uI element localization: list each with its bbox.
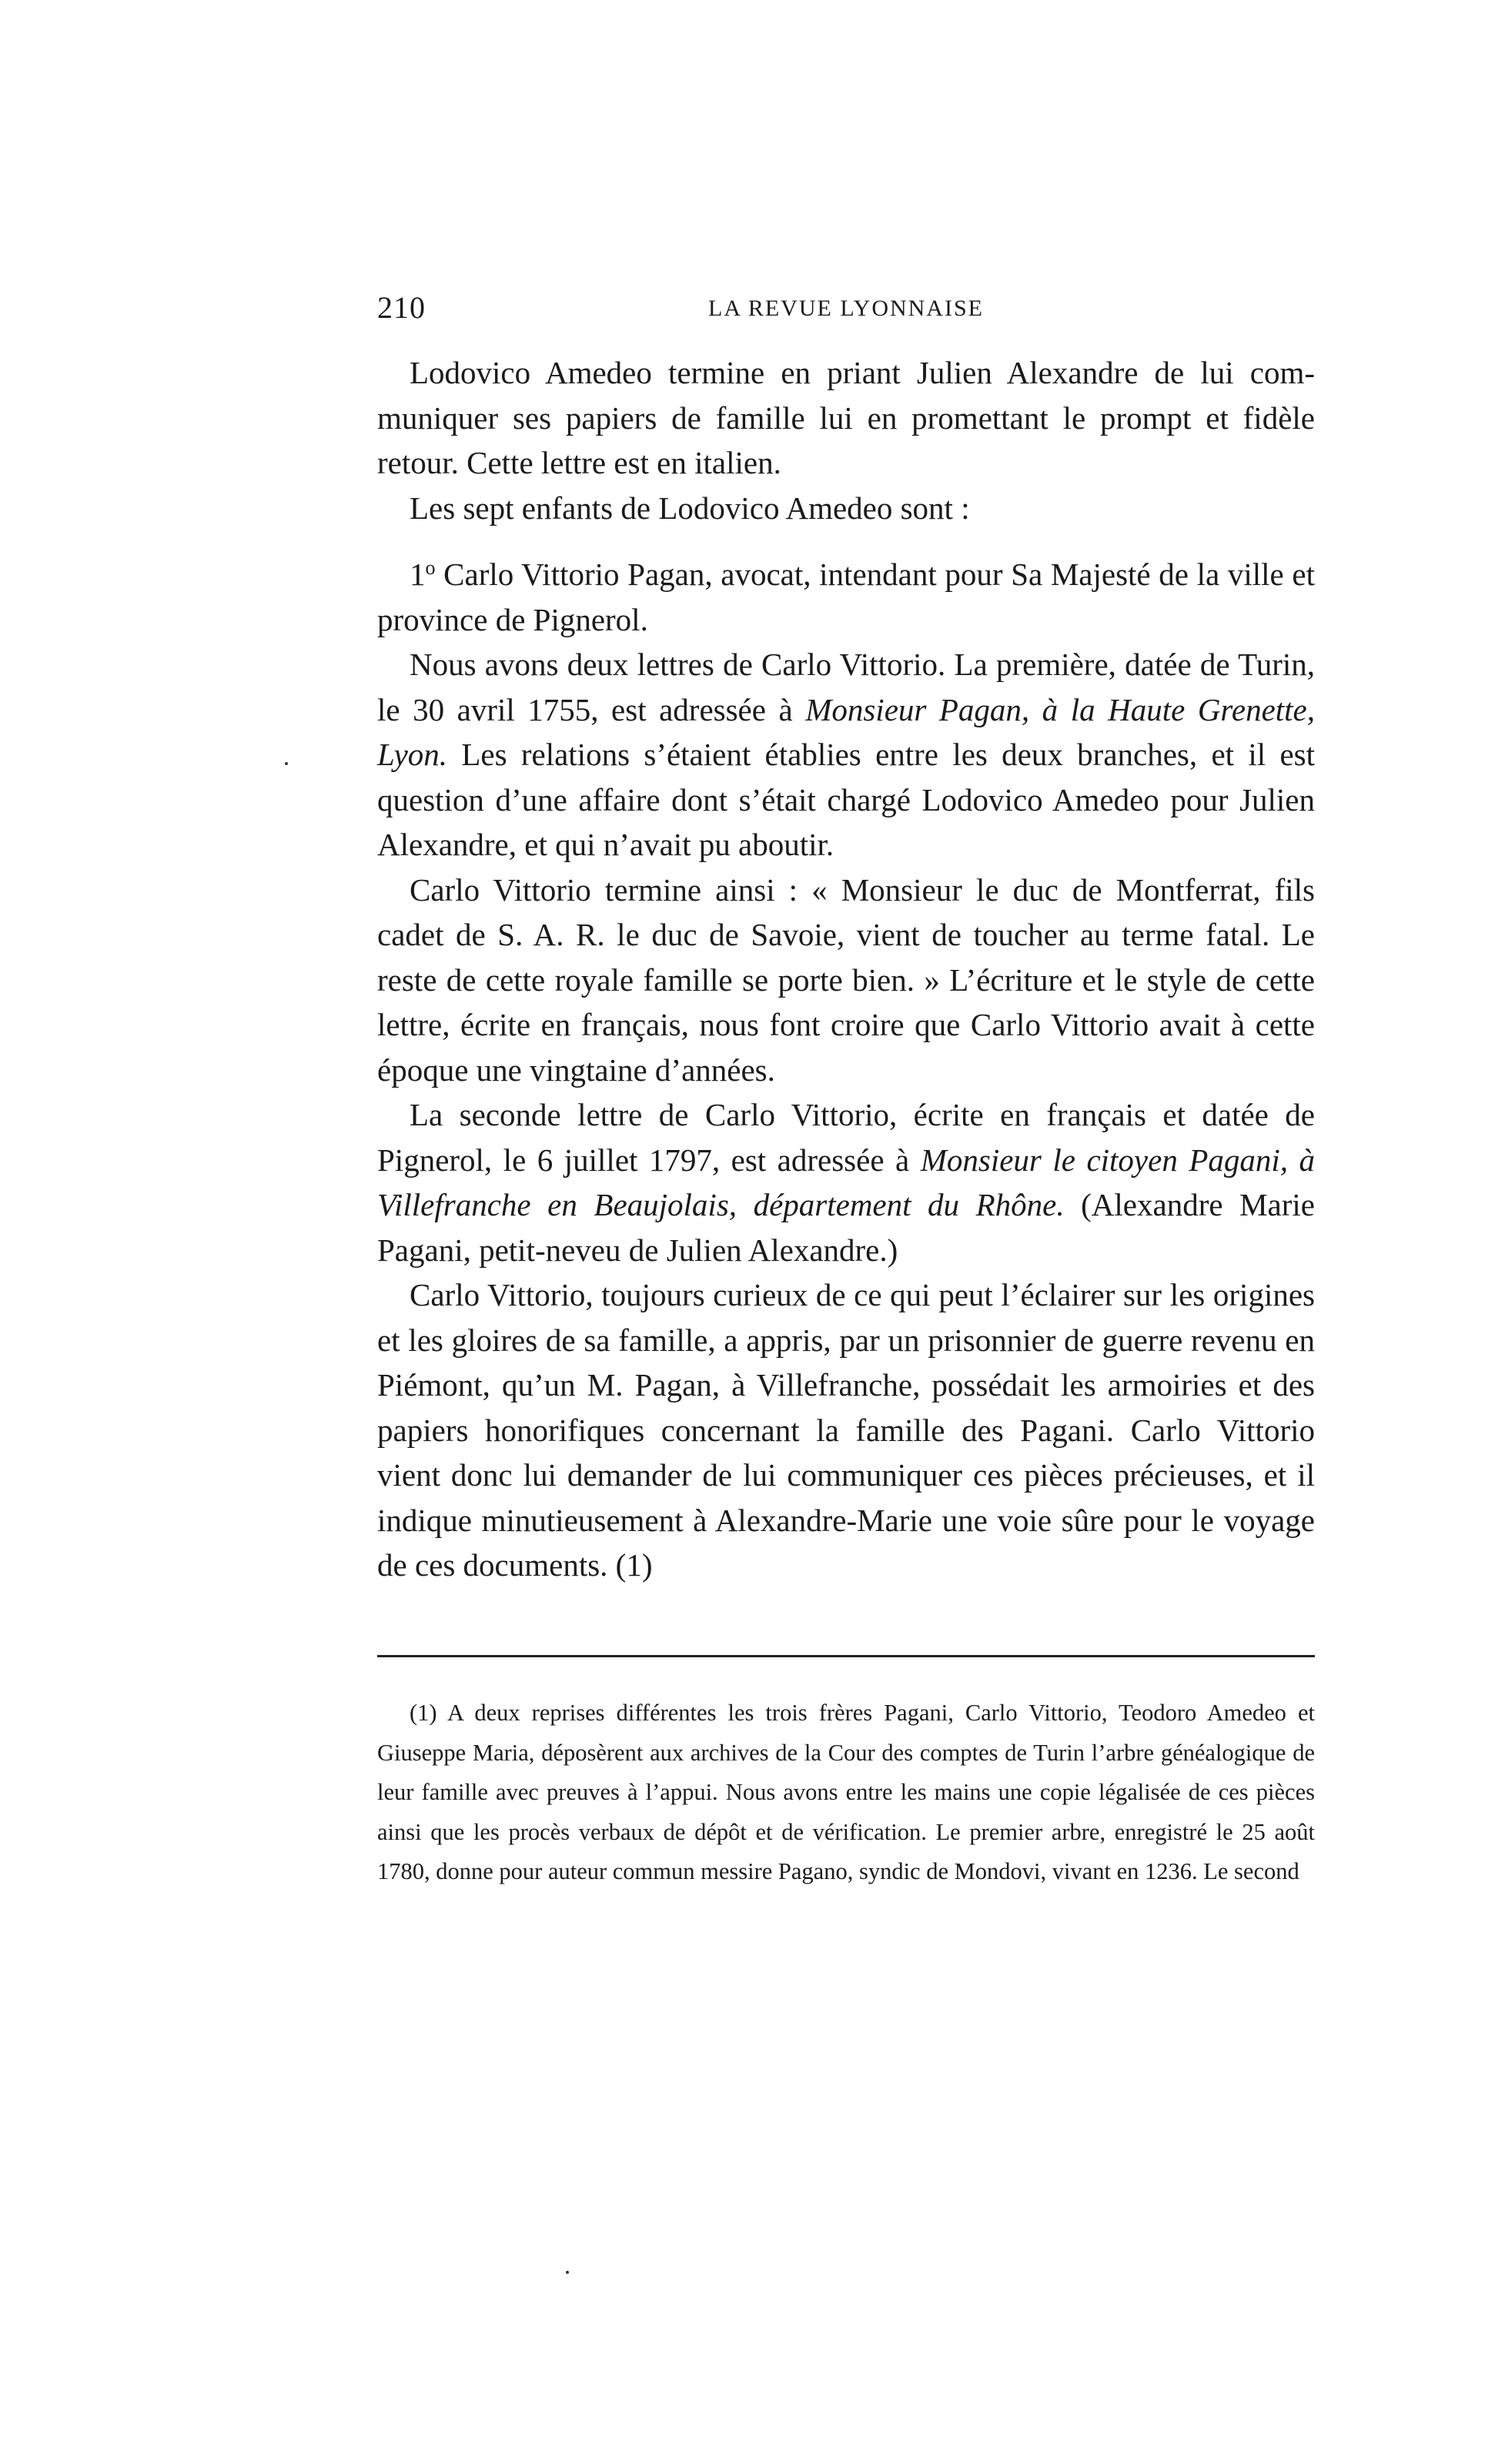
- page-header: [377, 289, 1315, 336]
- running-title: LA REVUE LYONNAISE: [708, 296, 984, 321]
- paragraph: Les sept enfants de Lodovico Amedeo sont :: [410, 490, 970, 526]
- text-run: Les relations s’étaient établies entre les deux branches, et il est question d’une affaire dont s’était chargé Lodovico Amedeo pour Julien Alexandre, et qui n’avait pu aboutir.: [377, 737, 1315, 862]
- ordinal-superscript: o: [425, 557, 436, 579]
- paragraph: [377, 1092, 1315, 1272]
- list-item-text: Carlo Vittorio Pagan, avocat, intendant pour Sa Majesté de la ville et province de Pignerol.: [377, 557, 1315, 637]
- footnote-divider: [377, 1655, 1315, 1657]
- paragraph: [377, 642, 1315, 868]
- page-number: 210: [377, 290, 426, 325]
- paragraph: Carlo Vittorio, toujours curieux de ce qui peut l’éclairer sur les origines et les gloires de sa famille, a appris, par un prisonnier de guerre revenu en Piémont, qu’un M. Pagan, à Villefranche, possédait les armoiries et des papiers honorifiques concernant la famille des Pagani. Carlo Vittorio vient donc lui demander de lui communiquer ces pièces précieuses, et il indique minutieusement à Alexandre-Marie une voie sûre pour le voyage de ces documents. (1): [377, 1277, 1315, 1583]
- print-speck: [285, 762, 288, 765]
- paragraph: Lodovico Amedeo termine en priant Julien Alexandre de lui communiquer ses papiers de famille lui en promettant le prompt et fidèle retour. Cette lettre est en italien.: [377, 355, 1315, 480]
- text-run: La seconde lettre de Carlo Vittorio, écrite en français et datée de Pignerol, le 6 juillet 1797, est adressée à: [377, 1097, 1315, 1178]
- italic-address: Monsieur le citoyen Pagani, à Villefranche en Beaujolais, département du Rhône.: [377, 1142, 1315, 1222]
- list-number: 1: [410, 557, 426, 592]
- text-run: Nous avons deux lettres de Carlo Vittorio. La première, datée de Turin, le 30 avril 1755, est adressée à: [377, 647, 1315, 727]
- paragraph: Carlo Vittorio termine ainsi : « Monsieur le duc de Montferrat, fils cadet de S. A. R. le duc de Savoie, vient de toucher au terme fatal. Le reste de cette royale famille se porte bien. » L’écriture et le style de cette lettre, écrite en français, nous font croire que Carlo Vittorio avait à cette époque une vingtaine d’années.: [377, 871, 1315, 1088]
- footnote: (1) A deux reprises différentes les trois frères Pagani, Carlo Vittorio, Teodoro Amedeo et Giuseppe Maria, déposèrent aux archives de la Cour des comptes de Turin l’arbre généalogique de leur famille avec preuves à l’appui. Nous avons entre les mains une copie légalisée de ces pièces ainsi que les procès verbaux de dépôt et de vérification. Le premier arbre, enregistré le 25 août 1780, donne pour auteur commun messire Pagano, syndic de Mondovi, vivant en 1236. Le second: [377, 1700, 1315, 1884]
- print-speck: [566, 2271, 569, 2274]
- italic-address: Monsieur Pagan, à la Haute Grenette, Lyon.: [377, 691, 1315, 772]
- main-text: [377, 350, 1315, 1588]
- list-item-child-1: [377, 552, 1315, 642]
- text-run: (Alexandre Marie Pagani, petit-neveu de Julien Alexandre.): [377, 1187, 1315, 1268]
